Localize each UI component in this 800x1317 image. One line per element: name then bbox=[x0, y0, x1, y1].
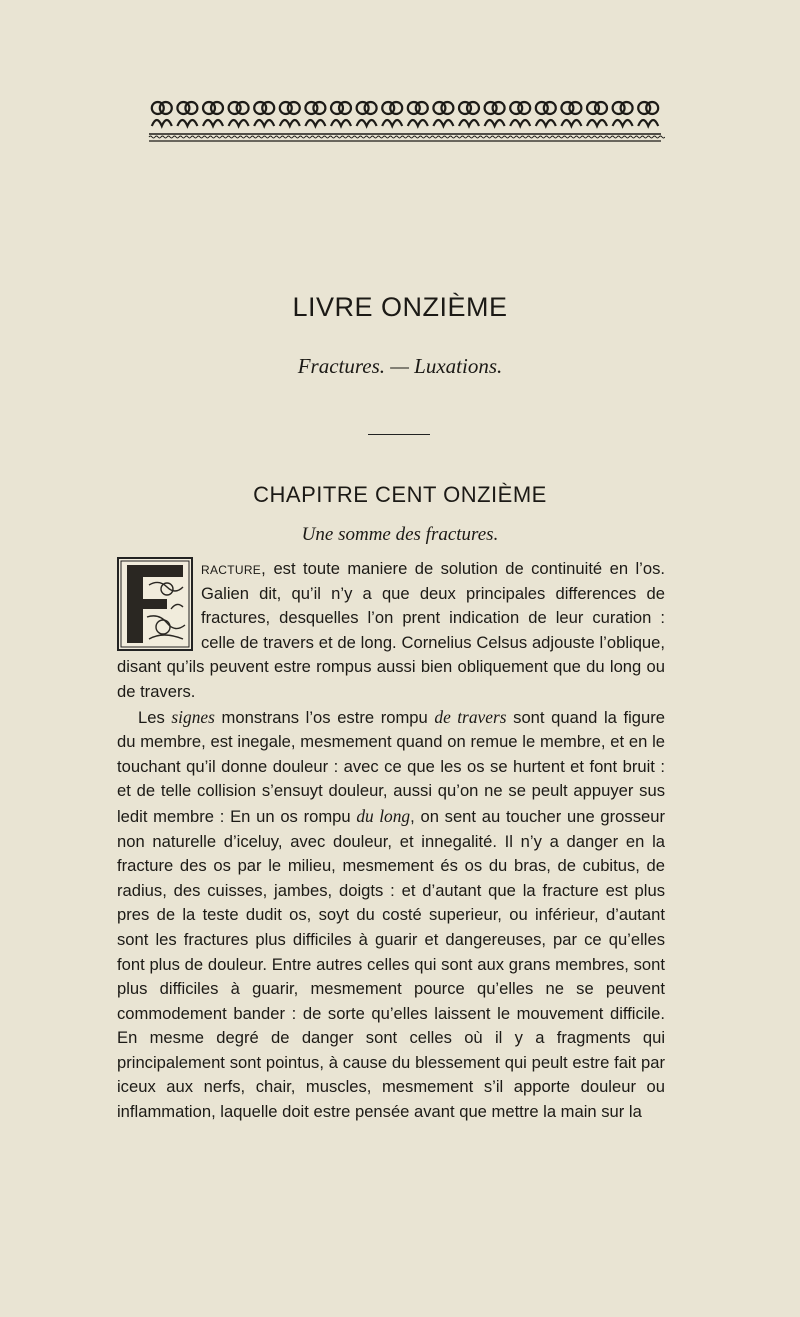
ornament-motif bbox=[638, 120, 658, 126]
ornament-motif bbox=[621, 102, 633, 114]
ornament-motif bbox=[544, 102, 556, 114]
ornament-motif bbox=[459, 120, 479, 126]
ornament-motif bbox=[416, 102, 428, 114]
ornament-motif bbox=[613, 120, 633, 126]
paragraph-2-text-d: , on sent au toucher une grosseur non naturelle d’iceluy, avec douleur, et innegalité. Il n’y a danger en la fracture des os par le milieu, mesmement és os du bras, de cubitus, de radius, des cuisses, jambes, doigts : et d’autant que la fracture est plus pres de la teste dudit os, soyt du costé superieur, ou inférieur, d’autant sont les fractures plus difficiles à guarir et dangereuses, par ce qu’elles font plus de douleur. Entre autres celles qui sont aux grans membres, sont plus difficiles à guarir, mesmement pource qu’elles ne se peuvent commodement bander : de sorte qu’elles laissent le mouvement difficile. En mesme degré de danger sont celles où il y a fragments qui principalement sont pointus, à cause du blessement qui peult estre fait par iceux aux nerfs, chair, muscles, mesmement s’il apporte douleur ou inflammation, laquelle doit estre pensée avant que mettre la main sur la bbox=[117, 806, 665, 1122]
ornament-motif bbox=[254, 120, 274, 126]
ornament-motif bbox=[211, 102, 223, 114]
book-part-subtitle: Fractures. — Luxations. bbox=[297, 354, 503, 378]
ornament-motif bbox=[203, 120, 223, 126]
ornament-motif bbox=[331, 120, 351, 126]
ornament-motif bbox=[177, 120, 197, 126]
ornament-motif bbox=[382, 120, 402, 126]
ornament-motif bbox=[569, 102, 581, 114]
chapter-subtitle: Une somme des fractures. bbox=[301, 524, 499, 545]
emphasis-du-long: du long bbox=[356, 805, 411, 826]
ornament-motif bbox=[646, 102, 658, 114]
book-part-title: LIVRE ONZIÈME bbox=[292, 292, 508, 322]
ornament-motif bbox=[280, 120, 300, 126]
paragraph-1 bbox=[117, 557, 665, 705]
ornament-motif bbox=[536, 120, 556, 126]
ornament-motif bbox=[229, 120, 249, 126]
paragraph-2-text-b: monstrans l’os estre rompu bbox=[214, 707, 435, 727]
ornament-motif bbox=[595, 102, 607, 114]
ornament-motif bbox=[262, 102, 274, 114]
ornament-motif bbox=[305, 120, 325, 126]
ornament-motif bbox=[518, 102, 530, 114]
paragraph-1-text: est toute maniere de solution de continuité en l’os. Galien dit, qu’il n’y a que deux principales differences de fractures, desquelles l’on prent indication de leur curation : celle de travers et de long. Cornelius Celsus adjouste l’oblique, disant qu’ils peuvent estre rompus aussi bien obliquement que du long ou de travers. bbox=[117, 559, 665, 701]
ornament-motif bbox=[467, 102, 479, 114]
ornament-motif bbox=[441, 102, 453, 114]
ornament-motif bbox=[160, 102, 172, 114]
emphasis-de-travers: de travers bbox=[434, 706, 507, 727]
ornament-motif bbox=[339, 102, 351, 114]
chapter-title: CHAPITRE CENT ONZIÈME bbox=[253, 482, 547, 507]
ornament-motif bbox=[288, 102, 300, 114]
lead-word: racture, bbox=[201, 559, 267, 578]
paragraph-2-text-a: Les bbox=[138, 707, 172, 727]
emphasis-signes: signes bbox=[171, 706, 215, 727]
chapter-body bbox=[117, 557, 665, 1125]
ornament-motif bbox=[561, 120, 581, 126]
paragraph-2 bbox=[117, 705, 665, 1125]
ornament-motif bbox=[365, 102, 377, 114]
ornament-motif bbox=[493, 102, 505, 114]
ornament-motif bbox=[313, 102, 325, 114]
ornament-motif bbox=[485, 120, 505, 126]
ornament-motif bbox=[152, 120, 172, 126]
initial-spacer bbox=[117, 557, 197, 653]
ornament-motif bbox=[510, 120, 530, 126]
section-divider bbox=[368, 434, 430, 435]
ornament-motif bbox=[390, 102, 402, 114]
svg-text:F: F bbox=[173, 608, 181, 623]
decorative-header-band-icon bbox=[145, 90, 665, 146]
ornament-motif bbox=[587, 120, 607, 126]
ornament-motif bbox=[185, 102, 197, 114]
ornament-motif bbox=[237, 102, 249, 114]
ornament-motif bbox=[408, 120, 428, 126]
paragraph-2-text-c: sont quand la figure du membre, est inegale, mesmement quand on remue le membre, et en le touchant qu’il donne douleur : avec ce que les os se hurtent et font bruit : et de telle collision s’ensuyt douleur, aussi qu’on ne se peult appuyer sus ledit membre : En un os rompu bbox=[117, 707, 666, 826]
ornament-motif bbox=[433, 120, 453, 126]
ornament-motif bbox=[357, 120, 377, 126]
